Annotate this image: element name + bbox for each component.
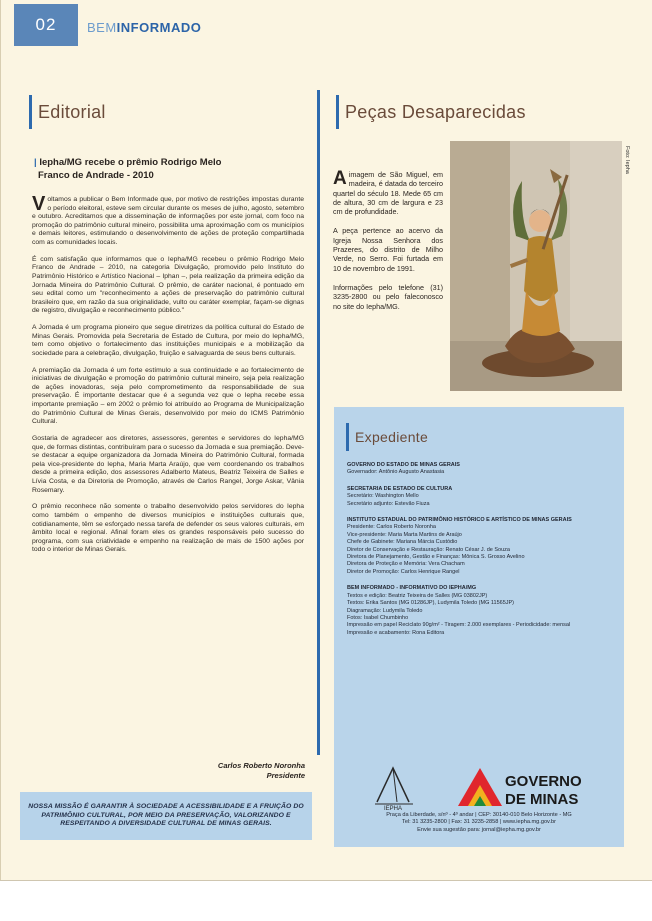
dropcap: A <box>333 168 347 189</box>
editorial-signature <box>150 761 305 781</box>
signature-role: Presidente <box>266 771 305 780</box>
page-number: 02 <box>14 4 78 46</box>
heading-accent-bar <box>29 95 32 129</box>
editorial-paragraph: Gostaria de agradecer aos diretores, assessores, gerentes e servidores do Iepha/MG que, de formas distintas, contribuíram para o sucesso da Jornada e sua premiação. Deve-se destacar a equipe organizadora da Jornada Mineira do Patrimônio Cultural, formada pela vice-presidente do Iepha, Maria Marta Araújo, que vem coordenando os trabalhos desde a primeira edição, dos assessores Adalberto Mateus, Beatriz Teixeira de Salles e Lívia Costa, e da Diretoria de Promoção, através de Carlos Rangel, Jorge Askar, Vânia Rosemary. <box>32 435 304 494</box>
iepha-logo-text: IEPHA <box>383 806 403 810</box>
missing-pieces-heading <box>336 95 526 129</box>
editorial-body <box>32 193 304 563</box>
mission-text: NOSSA MISSÃO É GARANTIR À SOCIEDADE A ACESSIBILIDADE E A FRUIÇÃO DO PATRIMÔNIO CULTURAL, POR MEIO DA PRESERVAÇÃO, VALORIZANDO E RESPEITANDO A DIVERSIDADE CULTURAL DE MINAS GERAIS. <box>28 803 304 828</box>
de-minas-text: DE MINAS <box>505 791 579 808</box>
saint-michael-statue-photo <box>450 141 622 391</box>
page-bottom-rule <box>0 880 652 881</box>
brand-part-2: INFORMADO <box>116 20 202 35</box>
missing-paragraph: A imagem de São Miguel, em madeira, é datada do terceiro quartel do século 18. Mede 65 cm de altura, 30 cm de largura e 23 cm de profundidade. <box>333 168 443 217</box>
statue-illustration <box>450 141 622 391</box>
address-line: Tel: 31 3235-2800 | Fax: 31 3235-2858 | www.iepha.mg.gov.br <box>402 819 556 826</box>
editorial-paragraph: A Jornada é um programa pioneiro que segue diretrizes da política cultural do Estado de Minas Gerais. Promovida pela Secretaria de Estado de Cultura, por meio do Iepha/MG, tem como objetivo o fortalecimento das instituições municipais e a mobilização da sociedade para a celebração, divulgação, fruição e salvaguarda de seus bens culturais. <box>32 324 304 357</box>
iepha-logo <box>375 768 413 810</box>
credits-block-newsletter: BEM INFORMADO - INFORMATIVO DO IEPHA/MG Textos e edição: Beatriz Teixeira de Salles (MG 03802JP) Textos: Erika Santos (MG 01286JP), Ludymila Toledo (MG 11565JP) Diagramação: Ludymila Toledo Fotos: Isabel Chumbinho Impressão em papel Reciclato 90g/m² - Tiragem: 2.000 exemplares - Periodicidade: mensal Impressão e acabamento: Rona Editora <box>347 585 571 636</box>
expediente-heading <box>346 423 428 451</box>
heading-accent-bar <box>336 95 339 129</box>
award-headline-line1: Iepha/MG recebe o prêmio Rodrigo Melo <box>39 157 222 168</box>
missing-paragraph: A peça pertence ao acervo da Igreja Nossa Senhora dos Prazeres, do distrito de Milho Verde, no Serro. Foi furtada em 10 de novembro de 1991. <box>333 226 443 273</box>
editorial-paragraph: É com satisfação que informamos que o Iepha/MG recebeu o prêmio Rodrigo Melo Franco de Andrade – 2010, na categoria Divulgação, promovido pelo Instituto do Patrimônio Histórico e Artístico Nacional – Iphan –, pela realização da primeira edição da Jornada Mineira do Patrimônio Cultural. O prêmio, de caráter nacional, é pontuado em seu edital como um "reconhecimento a ações de preservação do patrimônio cultural brasileiro que, em razão da sua originalidade, vulto ou caráter exemplar, façam-se dignas de registro, divulgação e reconhecimento público." <box>32 255 304 315</box>
missing-paragraph: Informações pelo telefone (31) 3235-2800 ou pelo faleconosco no site do Iepha/MG. <box>333 282 443 311</box>
brand-part-1: BEM <box>87 20 117 35</box>
heading-accent-bar <box>346 423 349 451</box>
credits-block-secretariat: SECRETARIA DE ESTADO DE CULTURA Secretário: Washington Mello Secretário adjunto: Estevão Fiuza <box>347 485 453 507</box>
credits-block-institute: INSTITUTO ESTADUAL DO PATRIMÔNIO HISTÓRICO E ARTÍSTICO DE MINAS GERAIS Presidente: Carlos Roberto Noronha Vice-presidente: Maria Marta Martins de Araújo Chefe de Gabinete: Mariana Márcia Custódio Diretor de Conservação e Restauração: Renato César J. de Souza Diretora de Planejamento, Gestão e Finanças: Mônica S. Grosso Avelino Diretora de Proteção e Memória: Vera Chacham Diretor de Promoção: Carlos Henrique Rangel <box>347 517 572 575</box>
logos <box>373 760 595 810</box>
editorial-paragraph: A premiação da Jornada é um forte estímulo a sua continuidade e ao fortalecimento de iniciativas de divulgação e promoção do patrimônio cultural mineiro, seja pela realização de ações inovadoras, seja pelo comprometimento da responsabilidade de sua preservação. É importante destacar que é a segunda vez que o Iepha recebe essa importante premiação – em 2002 o prêmio foi atribuído ao Programa de Municipalização do Patrimônio Cultural de Minas Gerais, desenvolvido por meio do ICMS Patrimônio Cultural. <box>32 366 304 426</box>
dropcap: V <box>32 193 46 215</box>
logo-artwork <box>373 760 595 810</box>
expediente-title: Expediente <box>355 429 429 445</box>
missing-piece-description <box>333 170 443 321</box>
editorial-paragraph: Voltamos a publicar o Bem Informade que, por motivo de restrições impostas durante o período eleitoral, esteve sem circular durante os meses de julho, agosto, setembro e outubro. Acreditamos que a disseminação de informações por este jornal, com foco na promoção do patrimônio cultural mineiro, possibilita uma aproximação com os municípios e demais leitores, estimulando o desenvolvimento de ações de proteção compartilhada com as comunidades locais. <box>32 193 304 246</box>
credits-block-government: GOVERNO DO ESTADO DE MINAS GERAIS Governador: Antônio Augusto Anastasia <box>347 462 460 476</box>
missing-pieces-title: Peças Desaparecidas <box>345 101 526 122</box>
signature-name: Carlos Roberto Noronha <box>217 761 305 770</box>
award-headline-line2: Franco de Andrade - 2010 <box>38 170 154 181</box>
page-edge <box>0 0 1 880</box>
address-line: Praça da Liberdade, s/nº - 4º andar | CEP: 30140-010 Belo Horizonte - MG <box>386 812 572 818</box>
editorial-paragraph: O prêmio reconhece não somente o trabalho desenvolvido pelos servidores do Iepha como também o empenho de diversos municípios e instituições culturais que, cotidianamente, têm se esforçado nessa tarefa de defender os seus valores culturais, em âmbito local e regional. Afinal foram eles os grandes responsáveis pelo sucesso do programa, com sua criatividade e empenho na realização de mais de 1500 ações por todo o interior de Minas Gerais. <box>32 503 304 554</box>
brand-wordmark <box>87 20 201 35</box>
address-line: Envie sua sugestão para: jornal@iepha.mg.gov.br <box>417 826 541 833</box>
editorial-title: Editorial <box>38 101 106 122</box>
governo-text: GOVERNO <box>505 773 582 790</box>
mission-statement <box>20 792 312 840</box>
column-divider <box>317 90 320 755</box>
contact-address <box>334 812 624 834</box>
award-headline: | Iepha/MG recebe o prêmio Rodrigo Melo Franco de Andrade - 2010 <box>34 156 304 182</box>
expediente-credits <box>347 462 617 646</box>
editorial-heading <box>29 95 106 129</box>
photo-credit: Foto: Iepha <box>624 146 630 174</box>
governo-de-minas-logo <box>458 768 582 808</box>
